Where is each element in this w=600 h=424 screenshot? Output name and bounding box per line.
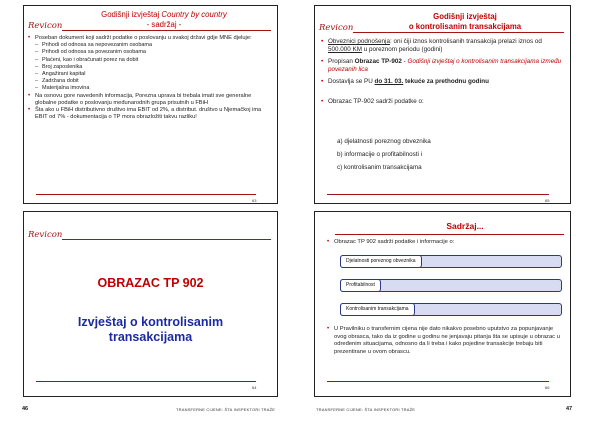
bullet-item: • Na osnovu gore navedenih informacija, Porezna uprava bi trebala imati sve generalne globalne podatke o poslovanju međunarodnih grupa prisutnih u FBiH	[28, 93, 272, 107]
title-line2: o kontrolisanim transakcijama	[408, 21, 522, 31]
content-item: c) kontrolisanim transakcijama	[337, 164, 422, 171]
deadline-date: do 31. 03.	[374, 78, 404, 85]
bullet-item	[321, 38, 563, 54]
footer-rule	[327, 381, 549, 382]
sub-item: – Zadržana dobit	[28, 78, 272, 85]
title-rule	[353, 32, 564, 33]
bullet-item: • Obrazac TP-902 sadrži podatke o:	[321, 98, 563, 106]
text-span: tekuće za prethodnu godinu	[403, 78, 489, 85]
bullet-item: • Šta ako u FBiH distributivno društvo ima EBIT od 2%, a distribut. društvo u Njemačkoj ima EBIT od 7% - dokumentacija o TP mora obrazložiti takvu razliku!	[28, 107, 272, 121]
text-span: : oni čiji iznos kontrolisanih transakcija prelazi iznos od	[389, 38, 542, 45]
slide-number: 66	[545, 385, 550, 390]
box-label: Djelatnosti poreznog obveznika	[340, 255, 422, 268]
title-part: Godišnji izvještaj	[101, 10, 162, 19]
slide-number: 63	[252, 198, 257, 203]
footer-rule	[36, 194, 256, 195]
revicon-logo: Revicon	[28, 21, 63, 31]
running-title-left: TRANSFERNE CIJENE: ŠTA INSPEKTORI TRAŽE	[176, 407, 276, 412]
slide-country-by-country	[23, 5, 278, 204]
sub-item: – Prihodi od odnosa sa nepovezanim osobama	[28, 42, 272, 49]
content-items	[327, 138, 563, 172]
intro-list	[327, 239, 563, 246]
sub-item: – Broj zaposlenika	[28, 64, 272, 71]
form-subheading	[24, 315, 277, 345]
subheading-line2: transakcijama	[108, 330, 193, 344]
slide-title: Sadržaj...	[446, 221, 484, 231]
form-name: Obrazac TP-902	[354, 58, 402, 65]
sub-item: – Plaćeni, kao i obračunati porez na dobit	[28, 57, 272, 64]
title-part-italic: Country by country	[161, 10, 227, 19]
text-span: Obveznici podnošenja	[328, 38, 390, 45]
sub-item: – Angažirani kapital	[28, 71, 272, 78]
content-item: b) informacije o profitabilnosti i	[337, 151, 423, 158]
box-label: Profitabilnost	[340, 279, 381, 292]
box-label: Kontrolisanim transakcijama	[340, 303, 415, 316]
title-rule	[62, 239, 271, 240]
title-rule	[335, 234, 564, 235]
title-line1: Godišnji izvještaj	[433, 12, 497, 21]
form-description: Godišnji izvještaj o kontrolisanim transakcijama između povezanih lica	[328, 58, 562, 73]
text-span: Dostavlja se PU	[328, 78, 375, 85]
slide-number: 64	[252, 385, 257, 390]
slide-title	[54, 10, 274, 29]
revicon-logo: Revicon	[319, 23, 354, 33]
slide-number: 65	[545, 198, 550, 203]
bullet-item: • U Pravilniku o transfernim cijena nije dato nikakvo posebno uputstvo za popunjavanje ovog obrasca, tako da iz godine u godinu ne jenjavaju pitanja šta se upisuje u obrazac u određenim situacijama, odnosno da li treba i kako pojedine transakcije trebaju biti prezentirane u ovom obrascu.	[327, 326, 563, 356]
text-span: u poreznom periodu (godini)	[361, 46, 443, 53]
slide-contents	[314, 211, 571, 397]
bullet-item	[321, 58, 563, 74]
form-heading: OBRAZAC TP 902	[97, 276, 204, 290]
content-box	[340, 279, 562, 292]
bullet-item: • Poseban dokument koji sadrži podatke o poslovanju u svakoj državi gdje MNE djeluje:	[28, 35, 272, 42]
slide-title	[375, 12, 555, 31]
bullet-item: • Obrazac TP 902 sadrži podatke i informacije o:	[327, 239, 563, 246]
sub-item: – Prihodi od odnosa sa povezanim osobama	[28, 49, 272, 56]
bullet-list	[321, 38, 563, 111]
title-line2: - sadržaj -	[146, 19, 182, 29]
content-box	[340, 255, 562, 268]
text-span: -	[401, 58, 408, 65]
revicon-logo: Revicon	[28, 230, 63, 240]
text-span: Propisan	[328, 58, 355, 65]
footer-rule	[36, 381, 256, 382]
bullet-item	[321, 78, 563, 86]
page-number-right: 47	[566, 406, 573, 412]
amount: 500.000 KM	[328, 46, 362, 53]
title-rule	[62, 30, 271, 31]
content-item: a) djelatnosti poreznog obveznika	[337, 138, 431, 145]
page-number-left: 46	[22, 406, 29, 412]
content-box	[340, 303, 562, 316]
running-title-right: TRANSFERNE CIJENE: ŠTA INSPEKTORI TRAŽE	[316, 407, 416, 412]
slide-form-title	[23, 211, 278, 397]
bullet-list	[28, 35, 272, 121]
footer-rule	[327, 194, 549, 195]
sub-item: – Materijalna imovina	[28, 85, 272, 92]
subheading-line1: Izvještaj o kontrolisanim	[77, 315, 224, 329]
slide-annual-report	[314, 5, 571, 204]
bottom-list	[327, 326, 563, 356]
